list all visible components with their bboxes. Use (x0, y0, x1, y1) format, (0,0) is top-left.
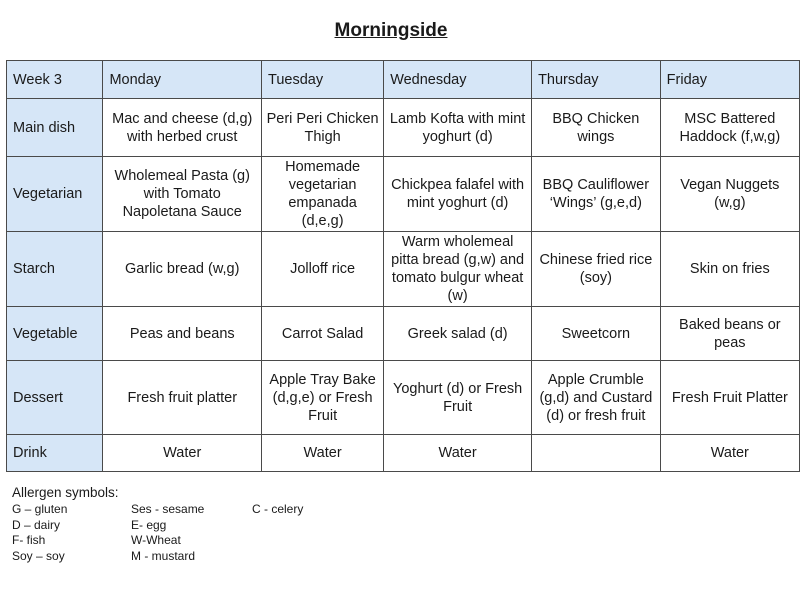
menu-cell: MSC Battered Haddock (f,w,g) (660, 99, 799, 157)
row-vegetable (7, 307, 800, 361)
menu-cell: Sweetcorn (532, 307, 661, 361)
allergen-column-2 (131, 502, 252, 564)
menu-cell: BBQ Cauliflower ‘Wings’ (g,e,d) (532, 157, 661, 232)
day-header-thursday: Thursday (532, 61, 661, 99)
menu-cell: Yoghurt (d) or Fresh Fruit (384, 361, 532, 435)
menu-cell: Vegan Nuggets (w,g) (660, 157, 799, 232)
menu-table (6, 60, 800, 472)
menu-cell: BBQ Chicken wings (532, 99, 661, 157)
allergen-column-3 (252, 502, 372, 564)
menu-cell: Warm wholemeal pitta bread (g,w) and tomato bulgur wheat (w) (384, 232, 532, 307)
allergen-column-1 (12, 502, 131, 564)
menu-cell: Water (103, 435, 262, 472)
menu-cell: Greek salad (d) (384, 307, 532, 361)
row-dessert (7, 361, 800, 435)
allergen-item: E- egg (131, 517, 167, 532)
row-label: Drink (7, 435, 103, 472)
menu-cell: Baked beans or peas (660, 307, 799, 361)
menu-cell: Mac and cheese (d,g) with herbed crust (103, 99, 262, 157)
day-header-friday: Friday (660, 61, 799, 99)
menu-cell (532, 435, 661, 472)
page-title: Morningside (334, 20, 448, 41)
day-header-monday: Monday (103, 61, 262, 99)
menu-cell: Peas and beans (103, 307, 262, 361)
header-row (7, 61, 800, 99)
menu-cell: Fresh Fruit Platter (660, 361, 799, 435)
allergen-item: Soy – soy (12, 548, 65, 563)
row-label: Vegetarian (7, 157, 103, 232)
menu-cell: Water (262, 435, 384, 472)
menu-cell: Homemade vegetarian empanada (d,e,g) (262, 157, 384, 232)
menu-cell: Apple Crumble (g,d) and Custard (d) or fresh fruit (532, 361, 661, 435)
allergen-item: G – gluten (12, 502, 68, 516)
menu-cell: Water (660, 435, 799, 472)
allergen-item: W-Wheat (131, 533, 181, 547)
row-label: Dessert (7, 361, 103, 435)
allergen-grid (12, 502, 372, 564)
allergen-item: M - mustard (131, 548, 196, 563)
row-label: Vegetable (7, 307, 103, 361)
menu-cell: Wholemeal Pasta (g) with Tomato Napoletana Sauce (103, 157, 262, 232)
menu-cell: Chinese fried rice (soy) (532, 232, 661, 307)
allergen-item: F- fish (12, 533, 46, 547)
allergen-item: C - celery (252, 502, 304, 516)
menu-cell: Skin on fries (660, 232, 799, 307)
menu-cell: Apple Tray Bake (d,g,e) or Fresh Fruit (262, 361, 384, 435)
allergen-item: D – dairy (12, 517, 61, 532)
day-header-tuesday: Tuesday (262, 61, 384, 99)
menu-cell: Garlic bread (w,g) (103, 232, 262, 307)
menu-cell: Carrot Salad (262, 307, 384, 361)
menu-cell: Water (384, 435, 532, 472)
menu-cell: Peri Peri Chicken Thigh (262, 99, 384, 157)
allergen-heading: Allergen symbols: (12, 485, 119, 500)
week-label: Week 3 (7, 61, 103, 99)
row-label: Starch (7, 232, 103, 307)
menu-cell: Lamb Kofta with mint yoghurt (d) (384, 99, 532, 157)
row-drink (7, 435, 800, 472)
row-label: Main dish (7, 99, 103, 157)
menu-cell: Fresh fruit platter (103, 361, 262, 435)
menu-cell: Jolloff rice (262, 232, 384, 307)
day-header-wednesday: Wednesday (384, 61, 532, 99)
allergen-item: Ses - sesame (131, 502, 205, 516)
row-starch (7, 232, 800, 307)
menu-cell: Chickpea falafel with mint yoghurt (d) (384, 157, 532, 232)
row-vegetarian (7, 157, 800, 232)
row-main-dish (7, 99, 800, 157)
allergen-key (12, 485, 372, 564)
